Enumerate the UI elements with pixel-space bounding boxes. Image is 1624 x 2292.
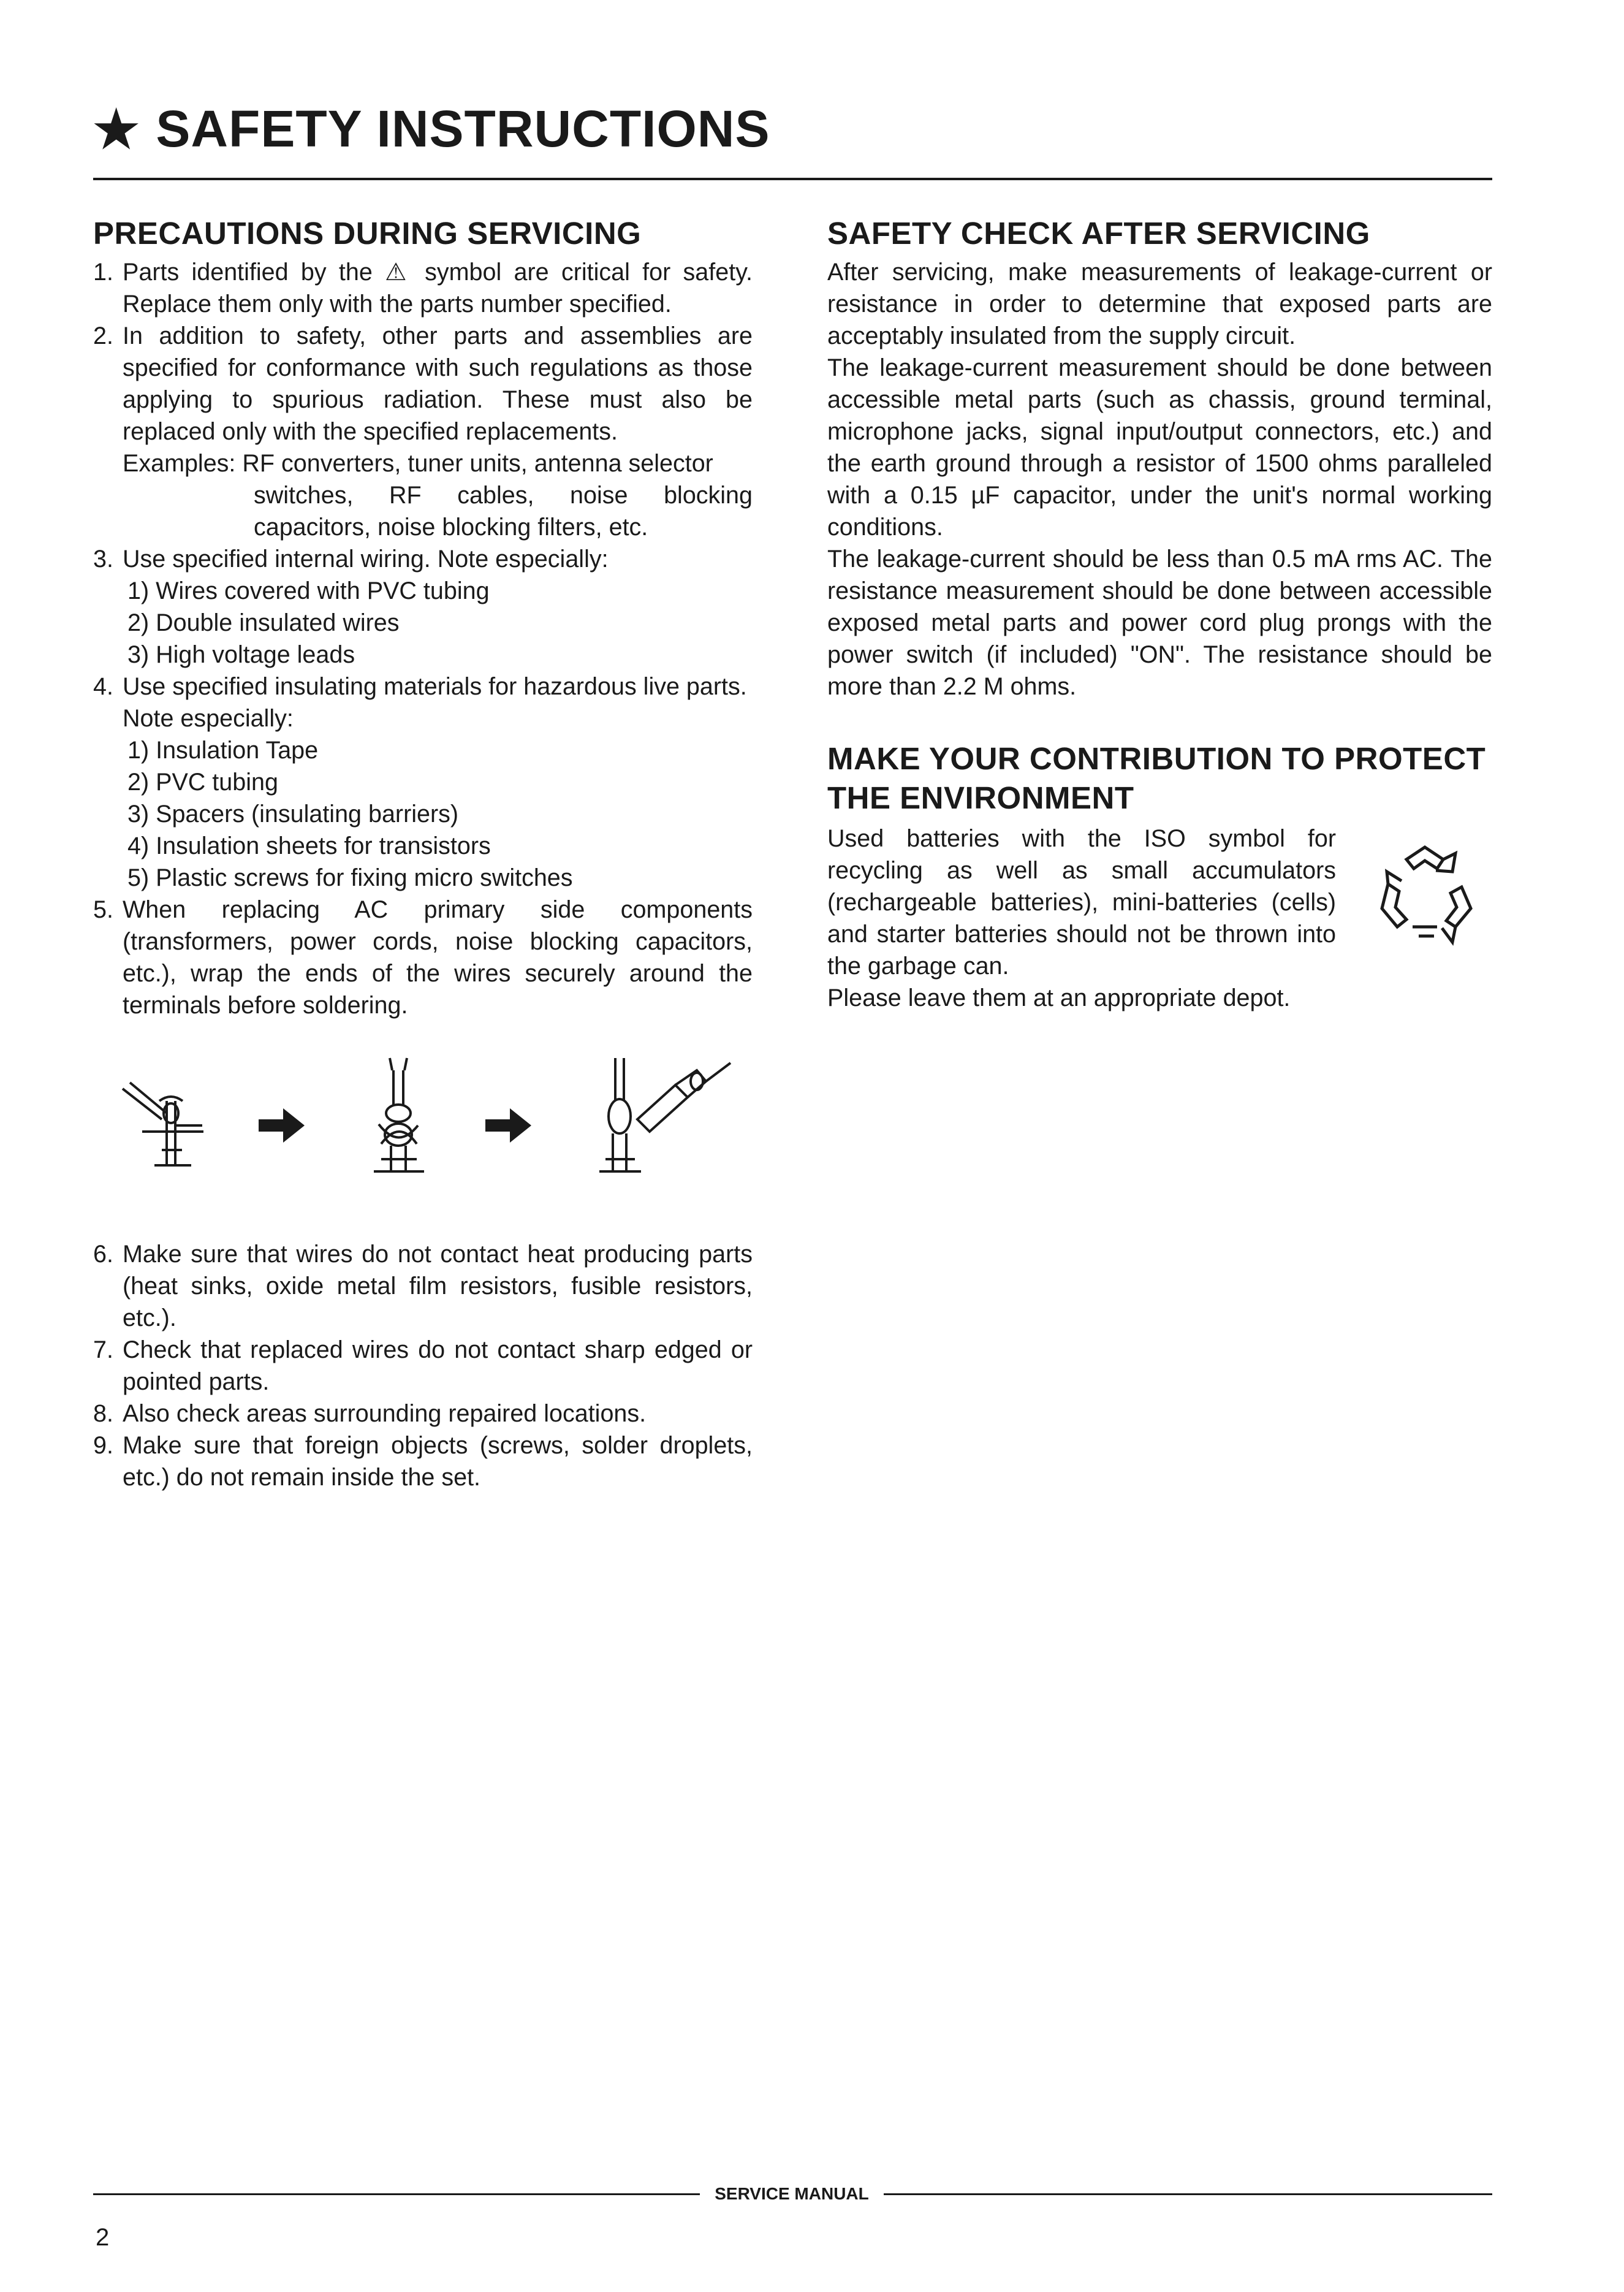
- sub-item: 4) Insulation sheets for transistors: [127, 832, 491, 859]
- item-text: In addition to safety, other parts and assemblies are specified for conformance with such regulations as those applying to spurious radiation. These must also be replaced only with the specified replacements.: [123, 322, 753, 445]
- page-number: 2: [96, 2224, 110, 2251]
- item-text: Make sure that foreign objects (screws, solder droplets, etc.) do not remain inside the set.: [123, 1432, 753, 1491]
- terminal-wire-wrapped-icon: [374, 1058, 424, 1171]
- sub-item: 2) PVC tubing: [127, 769, 278, 796]
- list-item: [93, 1398, 753, 1430]
- sub-item: 2) Double insulated wires: [127, 609, 400, 636]
- right-column: [827, 216, 1492, 1014]
- arrow-right-icon: [485, 1108, 531, 1143]
- precautions-list-b: [93, 1238, 753, 1493]
- precautions-list-a: [93, 256, 753, 1021]
- sub-item: 5) Plastic screws for fixing micro switches: [127, 864, 573, 891]
- sub-item: 1) Insulation Tape: [127, 737, 319, 764]
- title-rule: [93, 178, 1492, 180]
- list-item: [93, 671, 753, 894]
- item-text: Use specified internal wiring. Note especially:: [123, 546, 609, 573]
- list-item: [93, 894, 753, 1021]
- examples-text: switches, RF cables, noise blocking capacitors, noise blocking filters, etc.: [254, 482, 753, 541]
- paragraph: Please leave them at an appropriate depot.: [827, 984, 1291, 1011]
- recycle-block: [827, 823, 1492, 1014]
- precautions-heading: PRECAUTIONS DURING SERVICING: [93, 216, 642, 251]
- page-title-text: SAFETY INSTRUCTIONS: [156, 100, 770, 158]
- list-item: [93, 543, 753, 671]
- list-item: [93, 320, 753, 543]
- sub-item: 3) Spacers (insulating barriers): [127, 801, 459, 828]
- sub-item: 3) High voltage leads: [127, 641, 355, 668]
- list-item: [93, 1334, 753, 1398]
- item-number: 6.: [93, 1241, 113, 1268]
- paragraph: The leakage-current should be less than 0.5 mA rms AC. The resistance measurement should be done between accessible exposed metal parts and power cord plug prongs with the power switch (if included) "ON". The resistance should be more than 2.2 M ohms.: [827, 546, 1492, 700]
- arrow-right-icon: [259, 1108, 305, 1143]
- recycle-icon: [1364, 835, 1486, 958]
- list-item: [93, 1430, 753, 1493]
- sub-item: 1) Wires covered with PVC tubing: [127, 577, 490, 604]
- item-number: 5.: [93, 896, 113, 923]
- paragraph: After servicing, make measurements of leakage-current or resistance in order to determine that exposed parts are acceptably insulated from the supply circuit.: [827, 259, 1492, 349]
- item-number: 2.: [93, 322, 113, 349]
- item-number: 4.: [93, 673, 113, 700]
- item-text: Make sure that wires do not contact heat producing parts (heat sinks, oxide metal film resistors, fusible resistors, etc.).: [123, 1241, 753, 1331]
- item-number: 3.: [93, 546, 113, 573]
- item-number: 8.: [93, 1400, 113, 1427]
- item-number: 9.: [93, 1432, 113, 1459]
- safety-check-heading: SAFETY CHECK AFTER SERVICING: [827, 216, 1370, 251]
- footer-rule: [884, 2193, 1492, 2195]
- item-text: Also check areas surrounding repaired locations.: [123, 1400, 647, 1427]
- list-item: [93, 256, 753, 320]
- left-column: [93, 216, 753, 1493]
- note-label: Note especially:: [123, 705, 294, 732]
- soldering-iron-icon: [599, 1058, 730, 1171]
- item-number: 7.: [93, 1336, 113, 1363]
- item-number: 1.: [93, 259, 113, 286]
- item-text: Check that replaced wires do not contact sharp edged or pointed parts.: [123, 1336, 753, 1395]
- item-text: Parts identified by the ⚠ symbol are critical for safety. Replace them only with the parts number specified.: [123, 259, 753, 318]
- item-text: Use specified insulating materials for hazardous live parts.: [123, 673, 747, 700]
- paragraph: The leakage-current measurement should be done between accessible metal parts (such as chassis, ground terminal, microphone jacks, signal input/output connectors, etc.) and the earth ground through a resistor of 1500 ohms paralleled with a 0.15 µF capacitor, under the unit's normal working conditions.: [827, 354, 1492, 541]
- star-icon: ★: [93, 100, 140, 158]
- examples-label: Examples: RF converters, tuner units, antenna selector: [123, 450, 713, 477]
- page-title: [93, 99, 770, 159]
- terminal-wire-insert-icon: [123, 1083, 203, 1165]
- footer-rule: [93, 2193, 700, 2195]
- item-text: When replacing AC primary side components (transformers, power cords, noise blocking capacitors, etc.), wrap the ends of the wires securely around the terminals before soldering.: [123, 896, 753, 1019]
- footer-label: SERVICE MANUAL: [715, 2184, 869, 2203]
- wire-wrapping-illustration: [93, 1034, 753, 1224]
- paragraph: Used batteries with the ISO symbol for recycling as well as small accumulators (rechargeable batteries), mini-batteries (cells) and starter batteries should not be thrown into the garbage can.: [827, 825, 1336, 980]
- list-item: [93, 1238, 753, 1334]
- environment-heading: MAKE YOUR CONTRIBUTION TO PROTECT THE ENVIRONMENT: [827, 741, 1486, 815]
